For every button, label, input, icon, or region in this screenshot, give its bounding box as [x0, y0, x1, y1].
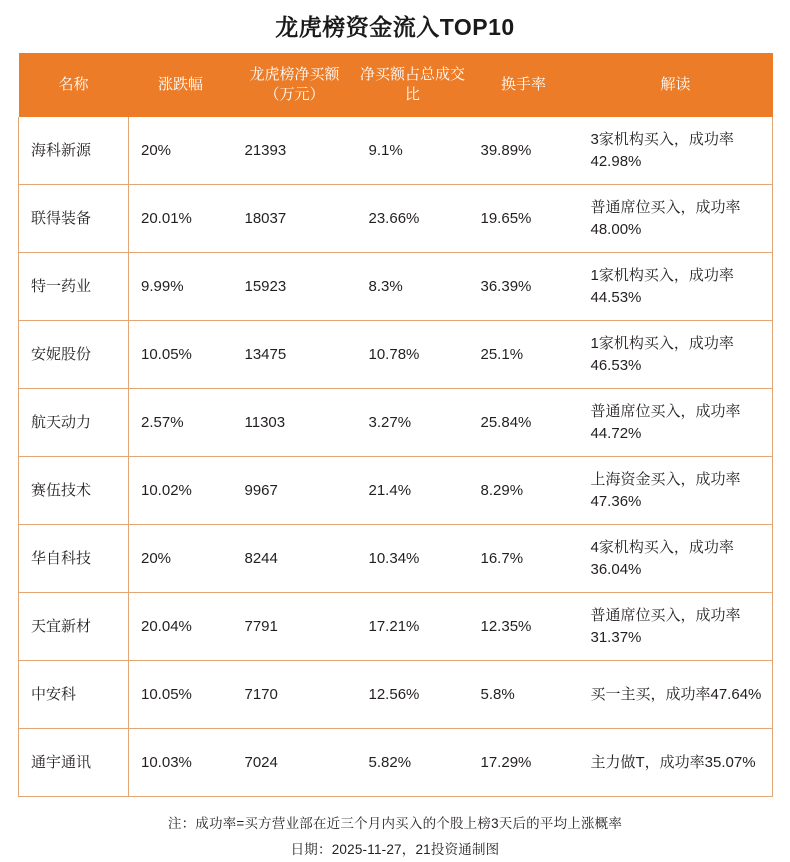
table-row	[19, 117, 773, 185]
cell-net-ratio: 10.78%	[357, 321, 469, 389]
column-header-name: 名称	[19, 53, 129, 117]
cell-net-ratio: 3.27%	[357, 389, 469, 457]
cell-name: 通宇通讯	[19, 729, 129, 797]
cell-change: 20.04%	[129, 593, 233, 661]
cell-turnover: 8.29%	[469, 457, 579, 525]
cell-change: 10.02%	[129, 457, 233, 525]
cell-turnover: 19.65%	[469, 185, 579, 253]
cell-note: 上海资金买入，成功率47.36%	[579, 457, 773, 525]
cell-change: 10.03%	[129, 729, 233, 797]
cell-name: 海科新源	[19, 117, 129, 185]
cell-note: 普通席位买入，成功率48.00%	[579, 185, 773, 253]
cell-net-buy: 8244	[233, 525, 357, 593]
cell-change: 10.05%	[129, 661, 233, 729]
cell-change: 10.05%	[129, 321, 233, 389]
cell-name: 中安科	[19, 661, 129, 729]
cell-turnover: 12.35%	[469, 593, 579, 661]
cell-name: 赛伍技术	[19, 457, 129, 525]
cell-turnover: 25.84%	[469, 389, 579, 457]
cell-net-ratio: 17.21%	[357, 593, 469, 661]
page-title: 龙虎榜资金流入TOP10	[275, 14, 515, 40]
cell-note: 普通席位买入，成功率44.72%	[579, 389, 773, 457]
cell-name: 安妮股份	[19, 321, 129, 389]
table-header	[19, 53, 773, 117]
cell-turnover: 5.8%	[469, 661, 579, 729]
cell-name: 特一药业	[19, 253, 129, 321]
cell-net-ratio: 12.56%	[357, 661, 469, 729]
table-row	[19, 321, 773, 389]
column-header-net-buy: 龙虎榜净买额（万元）	[233, 53, 357, 117]
cell-note: 普通席位买入，成功率31.37%	[579, 593, 773, 661]
cell-note: 买一主买，成功率47.64%	[579, 661, 773, 729]
table-row	[19, 661, 773, 729]
cell-turnover: 25.1%	[469, 321, 579, 389]
cell-turnover: 39.89%	[469, 117, 579, 185]
table-row	[19, 593, 773, 661]
cell-change: 20%	[129, 117, 233, 185]
cell-net-buy: 21393	[233, 117, 357, 185]
ranking-table	[18, 53, 773, 797]
cell-net-buy: 15923	[233, 253, 357, 321]
cell-turnover: 16.7%	[469, 525, 579, 593]
cell-net-ratio: 5.82%	[357, 729, 469, 797]
footer	[18, 811, 772, 862]
column-header-change: 涨跌幅	[129, 53, 233, 117]
cell-net-ratio: 10.34%	[357, 525, 469, 593]
cell-note: 主力做T，成功率35.07%	[579, 729, 773, 797]
cell-name: 联得装备	[19, 185, 129, 253]
cell-net-buy: 13475	[233, 321, 357, 389]
cell-turnover: 17.29%	[469, 729, 579, 797]
cell-net-ratio: 8.3%	[357, 253, 469, 321]
cell-name: 航天动力	[19, 389, 129, 457]
table-header-row	[19, 53, 773, 117]
footer-date: 日期：2025-11-27，21投资通制图	[290, 841, 500, 857]
cell-note: 1家机构买入，成功率44.53%	[579, 253, 773, 321]
column-header-note: 解读	[579, 53, 773, 117]
table-row	[19, 457, 773, 525]
cell-net-ratio: 9.1%	[357, 117, 469, 185]
table-row	[19, 525, 773, 593]
table-row	[19, 389, 773, 457]
cell-net-buy: 9967	[233, 457, 357, 525]
cell-net-buy: 7791	[233, 593, 357, 661]
cell-change: 20%	[129, 525, 233, 593]
table-row	[19, 729, 773, 797]
column-header-turnover: 换手率	[469, 53, 579, 117]
cell-name: 华自科技	[19, 525, 129, 593]
table-row	[19, 185, 773, 253]
cell-net-buy: 18037	[233, 185, 357, 253]
cell-net-buy: 7024	[233, 729, 357, 797]
cell-note: 3家机构买入，成功率42.98%	[579, 117, 773, 185]
cell-change: 20.01%	[129, 185, 233, 253]
table-body	[19, 117, 773, 797]
cell-note: 4家机构买入，成功率36.04%	[579, 525, 773, 593]
cell-turnover: 36.39%	[469, 253, 579, 321]
cell-net-buy: 11303	[233, 389, 357, 457]
cell-net-buy: 7170	[233, 661, 357, 729]
cell-note: 1家机构买入，成功率46.53%	[579, 321, 773, 389]
footer-note: 注：成功率=买方营业部在近三个月内买入的个股上榜3天后的平均上涨概率	[167, 816, 623, 831]
table-row	[19, 253, 773, 321]
column-header-net-ratio: 净买额占总成交比	[357, 53, 469, 117]
cell-change: 2.57%	[129, 389, 233, 457]
cell-net-ratio: 21.4%	[357, 457, 469, 525]
cell-change: 9.99%	[129, 253, 233, 321]
cell-name: 天宜新材	[19, 593, 129, 661]
cell-net-ratio: 23.66%	[357, 185, 469, 253]
